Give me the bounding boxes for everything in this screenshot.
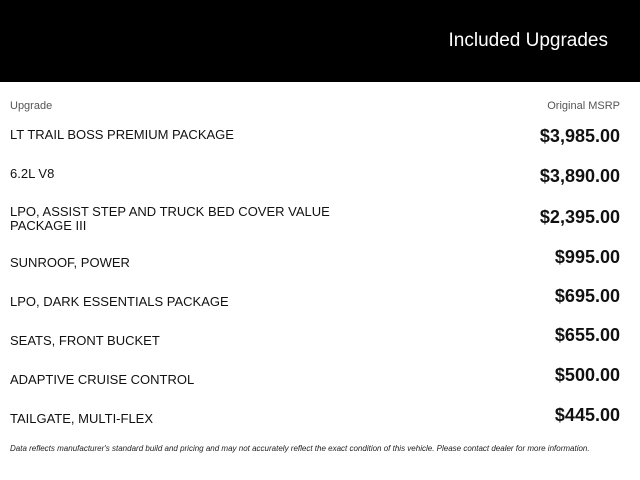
upgrade-name: 6.2L V8 — [10, 166, 55, 181]
upgrade-price: $3,890.00 — [539, 166, 620, 186]
list-item — [10, 125, 620, 164]
upgrade-name: TAILGATE, MULTI-FLEX — [10, 411, 154, 426]
upgrades-list — [10, 125, 620, 437]
disclaimer-text: Data reflects manufacturer's standard build and pricing and may not accurately reflect the exact condition of this vehicle. Please contact dealer for more information. — [10, 444, 590, 453]
upgrade-price: $445.00 — [554, 405, 620, 425]
list-item — [10, 320, 620, 359]
upgrade-name: SUNROOF, POWER — [10, 255, 130, 270]
upgrade-name: LPO, ASSIST STEP AND TRUCK BED COVER VALUE PACKAGE III — [10, 204, 330, 233]
upgrade-price: $995.00 — [554, 247, 620, 267]
list-item — [10, 398, 620, 437]
upgrade-name: ADAPTIVE CRUISE CONTROL — [10, 372, 195, 387]
upgrade-name: SEATS, FRONT BUCKET — [10, 333, 160, 348]
upgrade-price: $2,395.00 — [539, 207, 620, 227]
header-bar — [0, 0, 640, 82]
upgrade-price: $655.00 — [554, 325, 620, 345]
upgrade-name: LT TRAIL BOSS PREMIUM PACKAGE — [10, 127, 234, 142]
column-header-msrp: Original MSRP — [547, 100, 620, 112]
upgrade-name: LPO, DARK ESSENTIALS PACKAGE — [10, 294, 229, 309]
list-item — [10, 281, 620, 320]
page-title: Included Upgrades — [448, 30, 608, 51]
list-item — [10, 164, 620, 203]
upgrade-price: $500.00 — [554, 365, 620, 385]
upgrade-price: $695.00 — [554, 286, 620, 306]
column-header-upgrade: Upgrade — [10, 100, 53, 112]
list-item — [10, 203, 620, 242]
list-item — [10, 242, 620, 281]
list-item — [10, 359, 620, 398]
upgrade-price: $3,985.00 — [539, 126, 620, 146]
